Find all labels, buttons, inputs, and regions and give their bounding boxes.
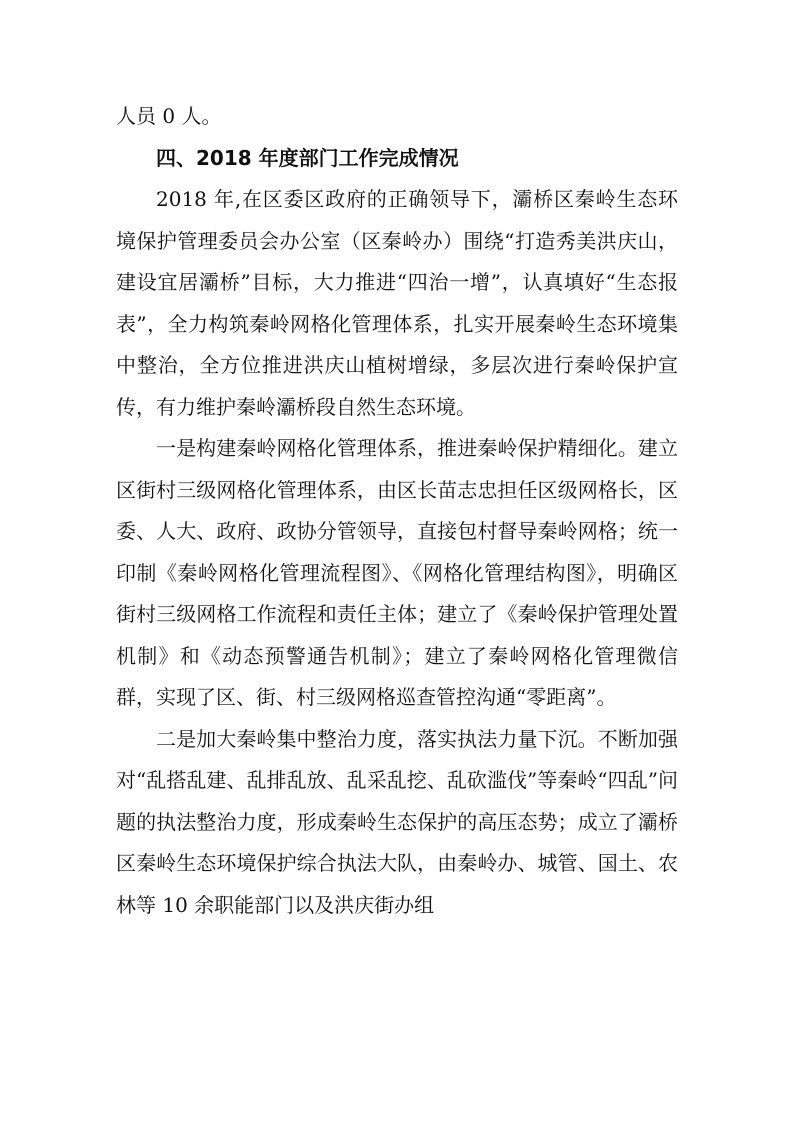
document-body	[116, 96, 678, 926]
intro-line: 人员 0 人。	[116, 104, 222, 128]
paragraph-rectification: 二是加大秦岭集中整治力度，落实执法力量下沉。不断加强对“乱搭乱建、乱排乱放、乱采乱挖、乱砍滥伐”等秦岭“四乱”问题的执法整治力度，形成秦岭生态保护的高压态势；成立了灞桥区秦岭生态环境保护综合执法大队，由秦岭办、城管、国土、农林等 10 余职能部门以及洪庆街办组	[116, 726, 678, 917]
section-heading: 四、2018 年度部门工作完成情况	[156, 145, 459, 170]
paragraph-overview: 2018 年,在区委区政府的正确领导下，灞桥区秦岭生态环境保护管理委员会办公室（区秦岭办）围绕“打造秀美洪庆山，建设宜居灞桥”目标，大力推进“四治一增”，认真填好“生态报表”，全力构筑秦岭网格化管理体系，扎实开展秦岭生态环境集中整治，全方位推进洪庆山植树增绿，多层次进行秦岭保护宣传，有力维护秦岭灞桥段自然生态环境。	[116, 187, 678, 419]
paragraph-grid-management: 一是构建秦岭网格化管理体系，推进秦岭保护精细化。建立区街村三级网格化管理体系，由区长苗志忠担任区级网格长，区委、人大、政府、政协分管领导，直接包村督导秦岭网格；统一印制《秦岭网格化管理流程图》、《网格化管理结构图》，明确区街村三级网格工作流程和责任主体；建立了《秦岭保护管理处置机制》和《动态预警通告机制》；建立了秦岭网格化管理微信群，实现了区、街、村三级网格巡查管控沟通“零距离”。	[116, 436, 678, 709]
